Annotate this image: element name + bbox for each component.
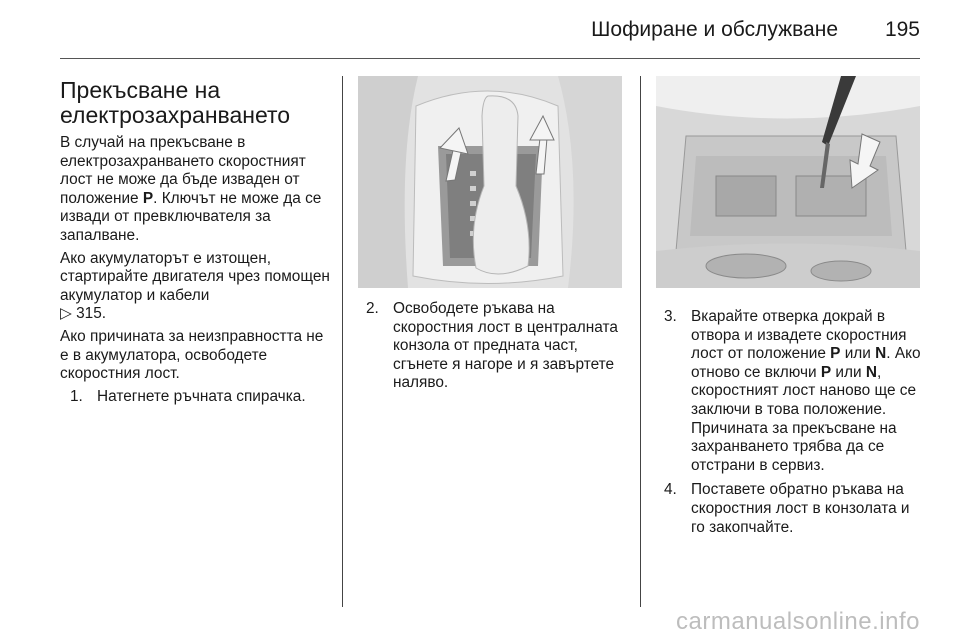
title-line-1: Прекъсване на <box>60 77 221 103</box>
step-4: 4. Поставете обратно ръкава на скоростния лост в конзолата и го закопчайте. <box>664 481 910 536</box>
column-1 <box>60 78 330 412</box>
article-title <box>60 78 330 128</box>
section-title: Шофиране и обслужване <box>591 18 838 41</box>
gear-p: P <box>820 363 832 381</box>
column-3 <box>656 308 922 543</box>
watermark: carmanualsonline.info <box>676 608 920 635</box>
column-divider <box>640 76 641 607</box>
illustration-screwdriver-release <box>656 76 920 288</box>
gear-n: N <box>875 345 887 363</box>
page-header <box>60 0 920 59</box>
page-ref-icon: ▷ <box>60 305 72 323</box>
gear-n: N <box>865 363 877 381</box>
step-1: 1. Натегнете ръчната спирачка. <box>70 387 306 405</box>
page-ref[interactable]: 315. <box>76 305 107 323</box>
step-2: 2. Освободете ръкава на скоростния лост в централната конзола от предната част, сгънете я нагоре и я завъртете наляво. <box>366 300 618 392</box>
title-line-2: електрозахранването <box>60 102 291 128</box>
paragraph-battery: Ако акумулаторът е изтощен, стартирайте двигателя чрез помощен акумулатор и кабели ▷ 315. <box>60 249 330 323</box>
column-divider <box>342 76 343 607</box>
step-3: 3. Вкарайте отверка докрай в отвора и извадете скоростния лост от положение P или N. Ако отново се включи P или N, скоростният лост наново ще се заключи в това положение. Причината за прекъсване на захранването трябва да се отстрани в сервиз. <box>664 308 921 474</box>
gear-p: P <box>142 189 154 207</box>
paragraph-release-lever: Ако причината за неизправността не е в акумулатора, освободете скоростния лост. <box>60 327 324 383</box>
paragraph-power-failure: В случай на прекъсване в електрозахранването скоростният лост не може да бъде изваден от положение P. Ключът не може да се извади от превключвателя за запалване. <box>60 134 322 244</box>
gear-p: P <box>830 345 841 363</box>
page-number: 195 <box>884 18 920 41</box>
illustration-gear-lever-sleeve <box>358 76 622 288</box>
column-2 <box>358 300 626 399</box>
